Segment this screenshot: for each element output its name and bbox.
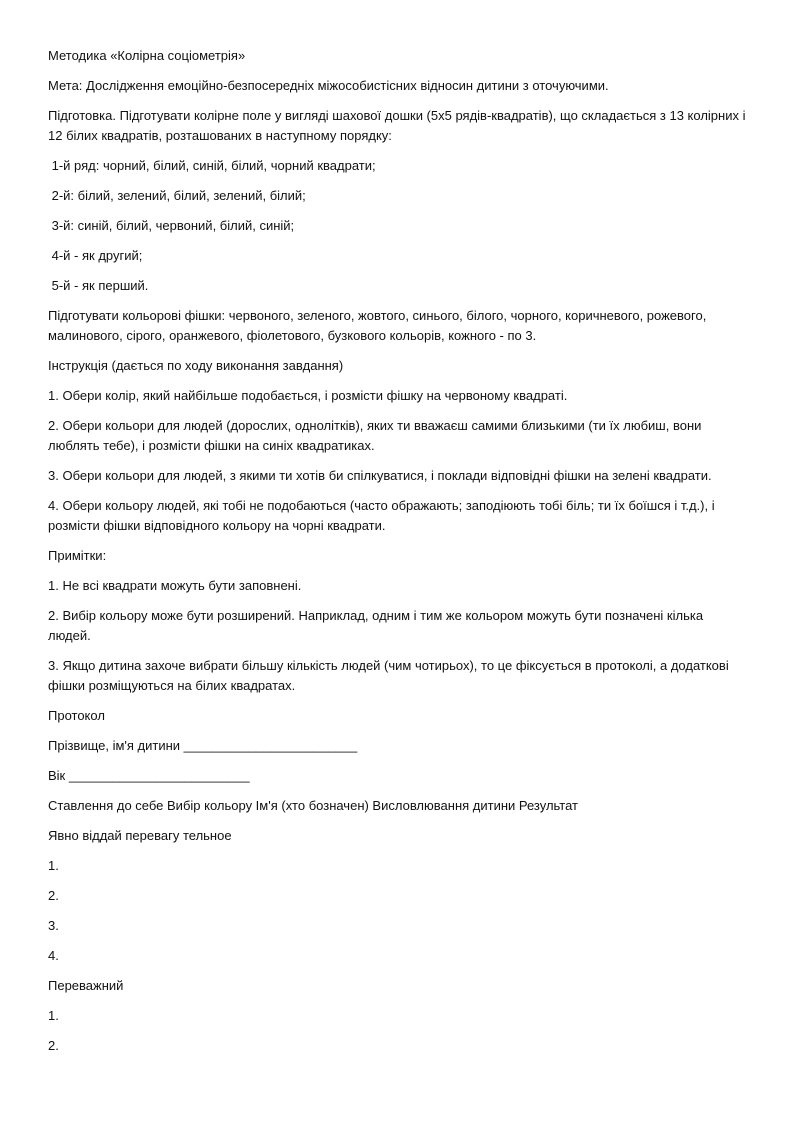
list-item: 4. (48, 948, 59, 963)
row-item-3 (48, 216, 748, 236)
note-item-1: 1. Не всі квадрати можуть бути заповнені. (48, 578, 302, 593)
note-item-2: 2. Вибір кольору може бути розширений. Наприклад, одним і тим же кольором можуть бути позначені кілька людей. (48, 608, 704, 643)
group-label-predominant: Переважний (48, 978, 124, 993)
row-item-5 (48, 276, 748, 296)
instruction-item-1: 1. Обери колір, який найбільше подобається, і розмісти фішку на червоному квадраті. (48, 388, 568, 403)
protocol-heading: Протокол (48, 708, 105, 723)
row-text: 3-й: синій, білий, червоний, білий, синій; (48, 218, 295, 233)
row-text: 4-й - як другий; (48, 248, 143, 263)
list-item: 2. (48, 888, 59, 903)
row-item-1 (48, 156, 748, 176)
list-item: 2. (48, 1038, 59, 1053)
chips-paragraph: Підготувати кольорові фішки: червоного, зеленого, жовтого, синього, білого, чорного, коричневого, рожевого, малинового, сірого, оранжевого, фіолетового, бузкового кольорів, кожного - по 3. (48, 308, 707, 343)
instruction-item-3: 3. Обери кольори для людей, з якими ти хотів би спілкуватися, і поклади відповідні фішки на зелені квадрати. (48, 468, 712, 483)
row-item-2 (48, 186, 748, 206)
row-text: 5-й - як перший. (48, 278, 149, 293)
row-item-4 (48, 246, 748, 266)
note-item-3: 3. Якщо дитина захоче вибрати більшу кількість людей (чим чотирьох), то це фіксується в протоколі, а додаткові фішки розміщуються на білих квадратах. (48, 658, 729, 693)
list-item: 1. (48, 858, 59, 873)
row-text: 2-й: білий, зелений, білий, зелений, білий; (48, 188, 306, 203)
child-age-field: Вік _________________________ (48, 768, 250, 783)
list-item: 3. (48, 918, 59, 933)
document-title: Методика «Колірна соціометрія» (48, 48, 246, 63)
goal-paragraph: Мета: Дослідження емоційно-безпосередніх міжособистісних відносин дитини з оточуючими. (48, 78, 609, 93)
row-text: 1-й ряд: чорний, білий, синій, білий, чорний квадрати; (48, 158, 376, 173)
instruction-heading: Інструкція (дається по ходу виконання завдання) (48, 358, 344, 373)
document-page (48, 46, 748, 1056)
preparation-paragraph: Підготовка. Підготувати колірне поле у вигляді шахової дошки (5х5 рядів-квадратів), що складається з 13 колірних і 12 білих квадратів, розташованих в наступному порядку: (48, 108, 746, 143)
instruction-item-2: 2. Обери кольори для людей (дорослих, однолітків), яких ти вважаєш самими близькими (ти їх любиш, вони люблять тебе), і розмісти фішки на синіх квадратиках. (48, 418, 702, 453)
instruction-item-4: 4. Обери кольору людей, які тобі не подобаються (часто ображають; заподіюють тобі біль; ти їх боїшся і т.д.), і розмісти фішки відповідного кольору на чорні квадрати. (48, 498, 715, 533)
child-name-field: Прізвище, ім'я дитини ________________________ (48, 738, 358, 753)
protocol-table-header: Ставлення до себе Вибір кольору Ім'я (хто бозначен) Висловлювання дитини Результат (48, 798, 579, 813)
notes-heading: Примітки: (48, 548, 107, 563)
list-item: 1. (48, 1008, 59, 1023)
group-label-preferred: Явно віддай перевагу тельное (48, 828, 232, 843)
